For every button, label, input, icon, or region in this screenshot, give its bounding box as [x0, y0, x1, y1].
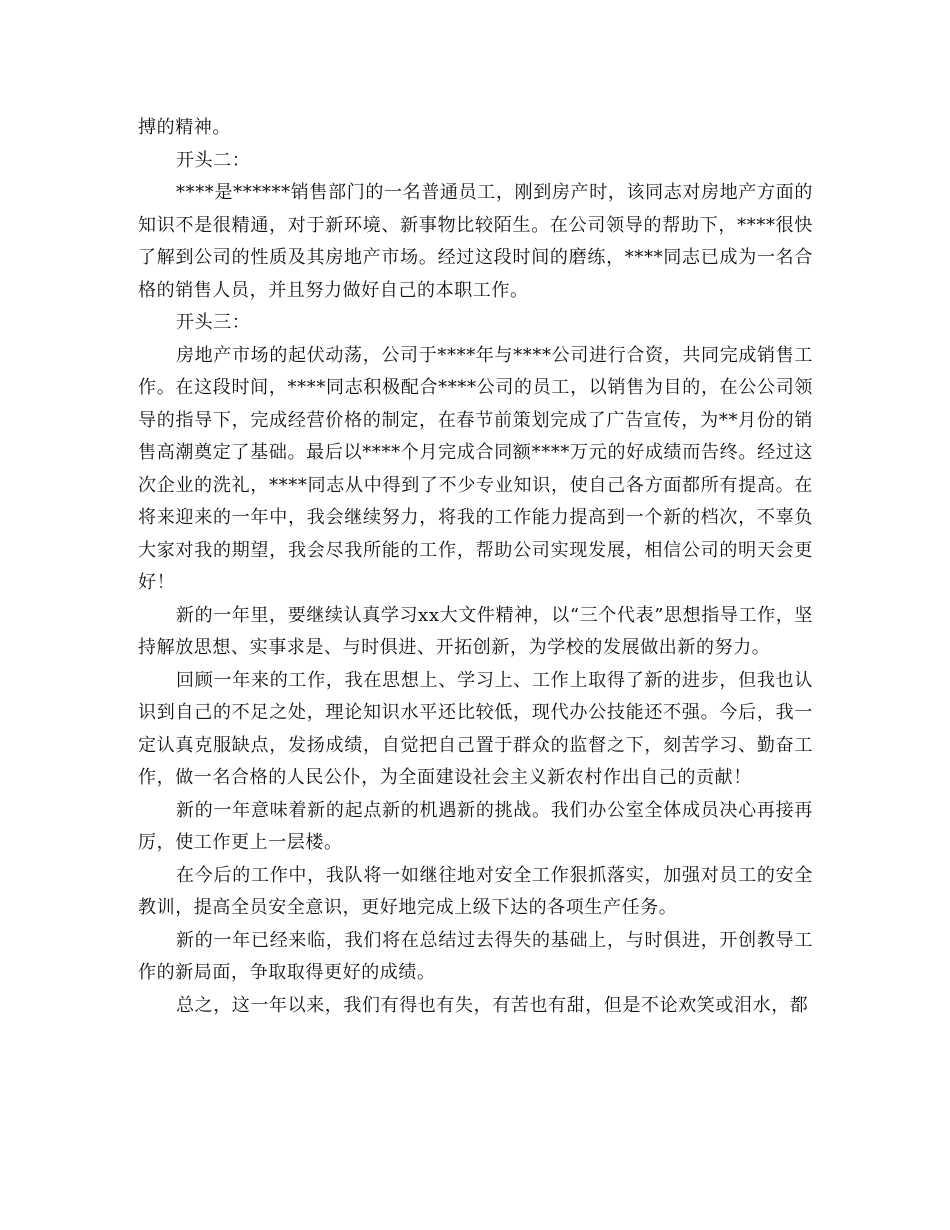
heading-opening-three: 开头三：	[176, 312, 251, 333]
paragraph-review-year: 回顾一年来的工作，我在思想上、学习上、工作上取得了新的进步，但我也认识到自己的不足之处，理论知识水平还比较低，现代办公技能还不强。今后，我一定认真克服缺点，发扬成绩，自觉把自己置于群众的监督之下，刻苦学习、勤奋工作，做一名合格的人民公仆，为全面建设社会主义新农村作出自己的贡献！	[138, 669, 813, 788]
paragraph-safety-work: 在今后的工作中，我队将一如继往地对安全工作狠抓落实，加强对员工的安全教训，提高全员安全意识，更好地完成上级下达的各项生产任务。	[138, 864, 813, 918]
paragraph-new-start: 新的一年意味着新的起点新的机遇新的挑战。我们办公室全体成员决心再接再厉，使工作更上一层楼。	[138, 799, 813, 853]
paragraph-sales-employee: ****是******销售部门的一名普通员工，刚到房产时，该同志对房地产方面的知识不是很精通，对于新环境、新事物比较陌生。在公司领导的帮助下，****很快了解到公司的性质及其房地产市场。经过这段时间的磨练，****同志已成为一名合格的销售人员，并且努力做好自己的本职工作。	[138, 182, 813, 301]
paragraph-new-year-coming: 新的一年已经来临，我们将在总结过去得失的基础上，与时俱进，开创教导工作的新局面，争取取得更好的成绩。	[138, 929, 813, 983]
heading-opening-two: 开头二：	[176, 149, 251, 171]
paragraph-summary: 总之，这一年以来，我们有得也有失，有苦也有甜，但是不论欢笑或泪水，都	[176, 994, 809, 1016]
paragraph-new-year-study: 新的一年里，要继续认真学习xx大文件精神，以“三个代表”思想指导工作，坚持解放思想、实事求是、与时俱进、开拓创新，为学校的发展做出新的努力。	[138, 604, 813, 658]
document-body	[138, 112, 813, 1022]
paragraph-market-joint-venture: 房地产市场的起伏动荡，公司于****年与****公司进行合资，共同完成销售工作。在这段时间，****同志积极配合****公司的员工，以销售为目的，在公公司领导的指导下，完成经营价格的制定，在春节前策划完成了广告宣传，为**月份的销售高潮奠定了基础。最后以****个月完成合同额****万元的好成绩而告终。经过这次企业的洗礼，****同志从中得到了不少专业知识，使自己各方面都所有提高。在将来迎来的一年中，我会继续努力，将我的工作能力提高到一个新的档次，不辜负大家对我的期望，我会尽我所能的工作，帮助公司实现发展，相信公司的明天会更好！	[138, 344, 813, 593]
paragraph-continuation: 搏的精神。	[138, 117, 231, 138]
